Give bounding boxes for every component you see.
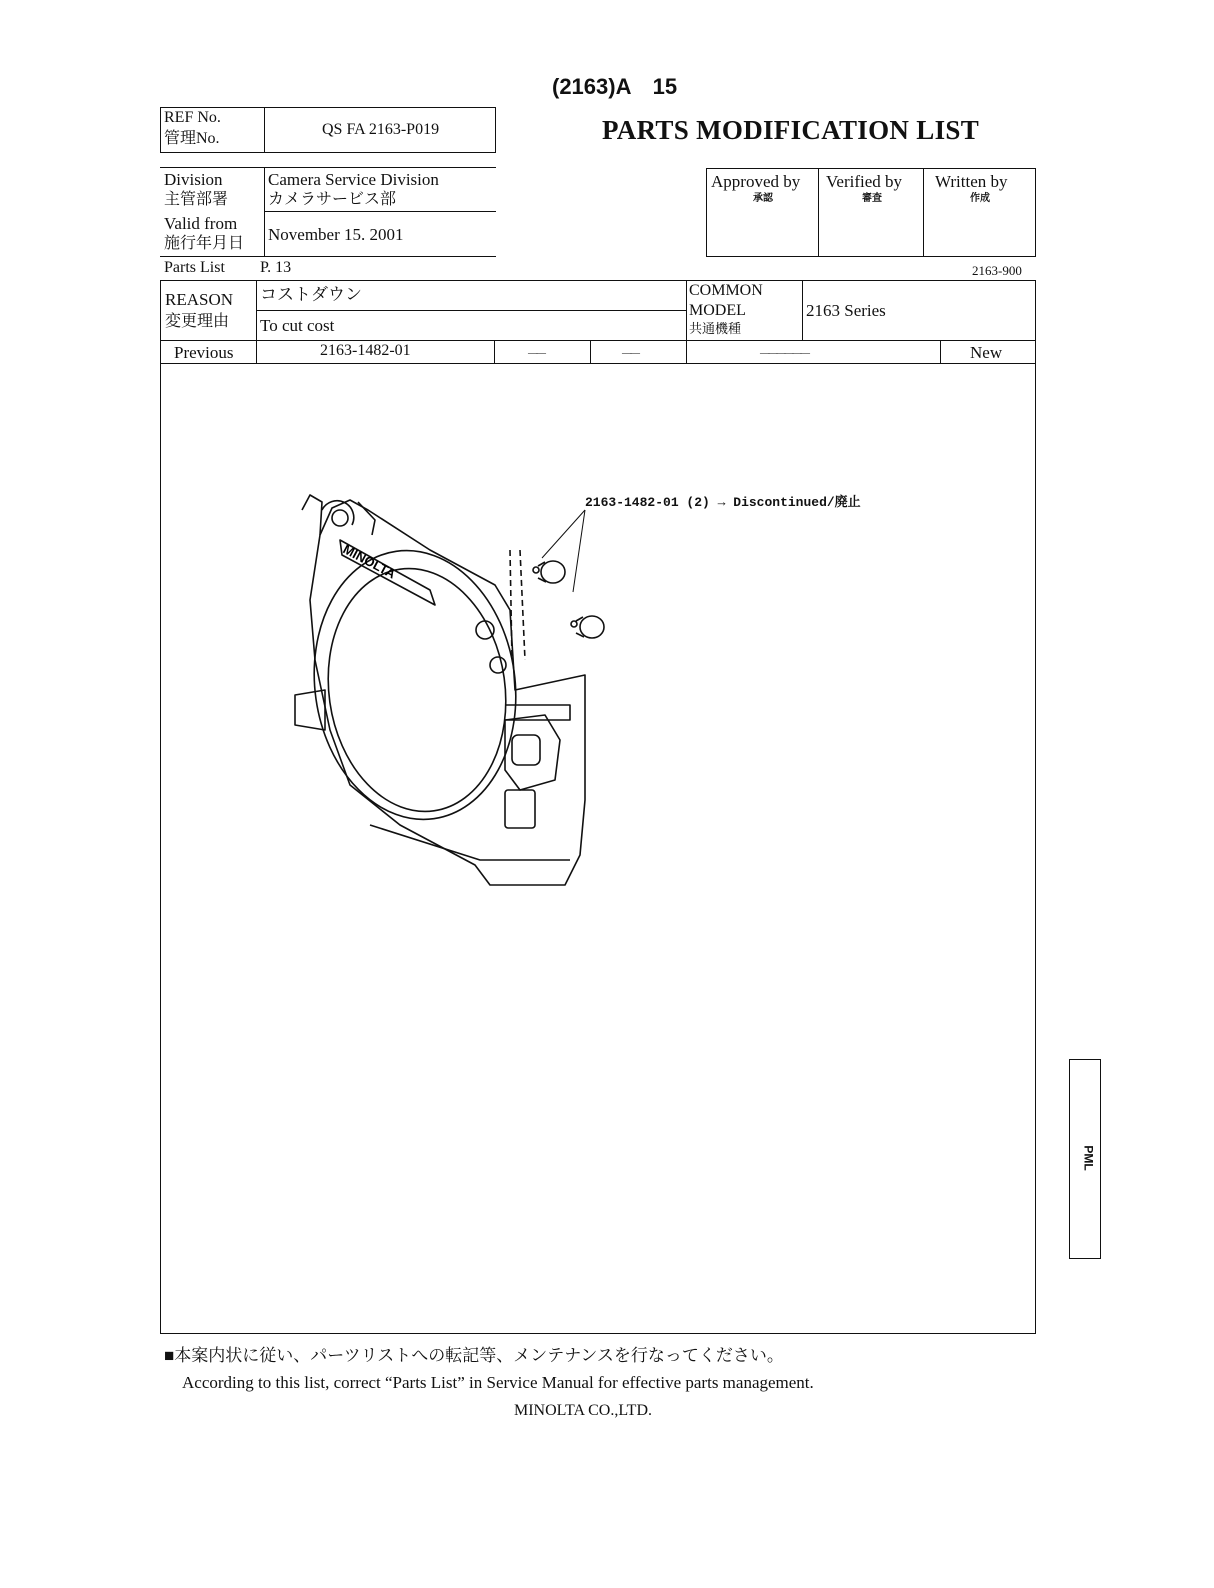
top-bracket <box>302 495 322 535</box>
division-value-jp: カメラサービス部 <box>268 191 397 208</box>
reason-middle-rule <box>256 310 686 311</box>
valid-from-label-jp: 施行年月日 <box>164 235 245 252</box>
company-name: MINOLTA CO.,LTD. <box>514 1402 652 1419</box>
division-divider <box>264 167 265 256</box>
ref-no-label-jp: 管理No. <box>164 130 220 147</box>
document-number: 2163-900 <box>972 263 1022 278</box>
written-by-label: Written by <box>935 172 1008 191</box>
common-model-divider-right <box>802 280 803 340</box>
previous-label: Previous <box>174 343 234 362</box>
previous-dash-2: —— <box>622 348 638 359</box>
division-label-en: Division <box>164 170 223 189</box>
ref-no-divider <box>264 107 265 153</box>
parts-list-value: P. 13 <box>260 259 292 276</box>
cap-part-2 <box>580 616 604 638</box>
reason-label-en: REASON <box>165 290 234 309</box>
approval-divider-2 <box>923 168 924 257</box>
window-1 <box>512 735 540 765</box>
callout-part-number: 2163-1482-01 (2) <box>585 495 710 510</box>
new-label: New <box>970 343 1003 362</box>
reason-divider <box>256 280 257 340</box>
top-wheel-hub <box>332 510 348 526</box>
approved-by-label: Approved by <box>711 172 801 191</box>
footer-note-en: According to this list, correct “Parts List” in Service Manual for effective parts management. <box>182 1373 814 1392</box>
callout-arrow-icon: → <box>717 495 726 510</box>
reason-label-jp: 変更理由 <box>165 313 230 330</box>
brand-text: MINOLTA <box>340 541 399 582</box>
common-model-label-jp: 共通機種 <box>689 321 742 336</box>
previous-divider-1 <box>256 340 257 363</box>
side-tab-label: PML <box>1081 1145 1096 1171</box>
common-model-label-2: MODEL <box>689 302 746 319</box>
new-part-number: —————— <box>760 348 808 359</box>
valid-from-label-en: Valid from <box>164 214 238 233</box>
footer-note-jp: ■本案内状に従い、パーツリストへの転記等、メンテナンスを行なってください。 <box>164 1346 784 1365</box>
division-bottom-rule <box>264 211 496 212</box>
callout-status: Discontinued/廃止 <box>733 495 861 510</box>
window-2 <box>505 790 535 828</box>
common-model-label-1: COMMON <box>689 282 763 299</box>
callout-leader-2 <box>573 510 585 592</box>
verified-by-label-jp: 審査 <box>862 193 882 204</box>
ref-no-label-en: REF No. <box>164 109 221 126</box>
gear-2 <box>490 657 506 673</box>
part-callout <box>585 496 861 509</box>
parts-diagram <box>280 480 620 900</box>
leader-lines <box>510 550 525 660</box>
gear-1 <box>476 621 494 639</box>
written-by-label-jp: 作成 <box>970 193 990 204</box>
division-label-jp: 主管部署 <box>164 191 229 208</box>
previous-dash-1: —— <box>528 348 544 359</box>
approved-by-label-jp: 承認 <box>753 193 773 204</box>
previous-part-number: 2163-1482-01 <box>320 342 411 359</box>
parts-list-label: Parts List <box>164 259 225 276</box>
bottom-rail <box>370 825 570 860</box>
common-model-value: 2163 Series <box>806 301 886 320</box>
valid-from-value: November 15. 2001 <box>268 225 404 244</box>
reason-bottom-rule <box>160 340 1036 341</box>
document-code: (2163)A 15 <box>552 74 678 99</box>
division-top-rule <box>160 167 496 168</box>
new-divider <box>940 340 941 363</box>
approval-divider-1 <box>818 168 819 257</box>
previous-divider-3 <box>590 340 591 363</box>
verified-by-label: Verified by <box>826 172 903 191</box>
common-model-divider-left <box>686 280 687 364</box>
previous-row-bottom-rule <box>160 363 1036 364</box>
reason-value-en: To cut cost <box>260 316 335 335</box>
page-title: PARTS MODIFICATION LIST <box>602 115 980 145</box>
ref-no-value: QS FA 2163-P019 <box>322 121 440 138</box>
valid-bottom-rule <box>160 256 496 257</box>
cap-part-1 <box>541 561 565 583</box>
previous-divider-2 <box>494 340 495 363</box>
division-value-en: Camera Service Division <box>268 170 439 189</box>
reason-value-jp: コストダウン <box>260 285 362 304</box>
